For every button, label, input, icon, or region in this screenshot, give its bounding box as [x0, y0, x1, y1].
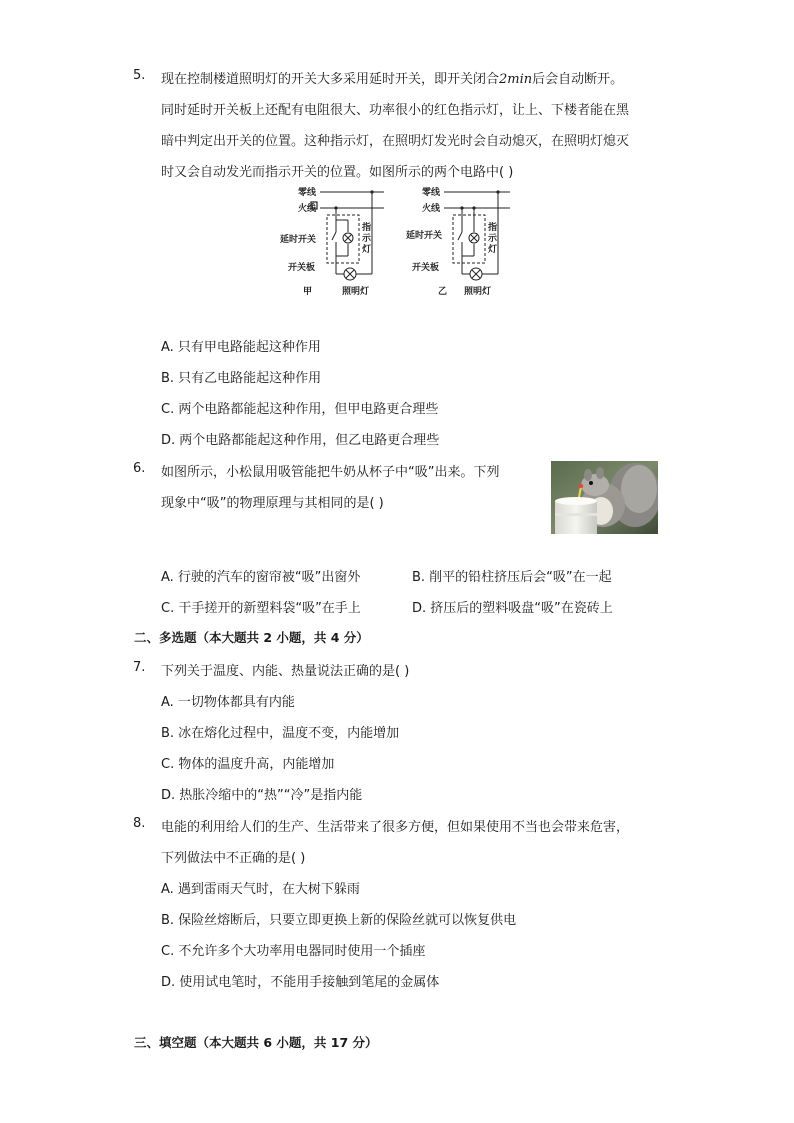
q5-option-b: B. 只有乙电路能起这种作用 — [161, 371, 322, 386]
question-8-line-2: 下列做法中不正确的是( ) — [161, 851, 306, 866]
jia-caption: 甲 — [303, 287, 313, 297]
q5-option-a: A. 只有甲电路能起这种作用 — [161, 340, 321, 355]
circuit-diagrams-figure — [278, 182, 518, 300]
yi-neutral-label: 零线 — [422, 188, 441, 198]
yi-timer-switch-label: 延时开关 — [406, 231, 443, 241]
question-5-line-2: 同时延时开关板上还配有电阻很大、功率很小的红色指示灯，让上、下楼者能在黑 — [161, 103, 630, 118]
question-6-line-2: 现象中“吸”的物理原理与其相同的是( ) — [161, 496, 384, 511]
jia-neutral-label: 零线 — [298, 188, 317, 198]
q6-option-a: A. 行驶的汽车的窗帘被“吸”出窗外 — [161, 570, 361, 585]
jia-indicator-label-2: 示 — [362, 234, 372, 244]
section-2-heading: 二、多选题（本大题共 2 小题，共 4 分） — [134, 630, 369, 645]
jia-indicator-label-1: 指 — [362, 223, 372, 233]
circuit-jia — [311, 192, 384, 280]
question-7-number: 7. — [133, 660, 146, 675]
q7-option-d: D. 热胀冷缩中的“热”“冷”是指内能 — [161, 788, 363, 803]
yi-live-label: 火线 — [422, 204, 441, 214]
yi-caption: 乙 — [438, 287, 448, 297]
circuit-yi — [444, 192, 510, 280]
yi-lamp-label: 照明灯 — [464, 287, 492, 297]
q6-option-d: D. 挤压后的塑料吸盘“吸”在瓷砖上 — [412, 601, 613, 616]
q5-line1-pre: 现在控制楼道照明灯的开关大多采用延时开关，即开关闭合 — [161, 72, 500, 87]
question-5-line-4: 时又会自动发光而指示开关的位置。如图所示的两个电路中( ) — [161, 165, 514, 180]
jia-indicator-label-3: 灯 — [362, 245, 372, 255]
jia-switch-board-label: 开关板 — [288, 263, 316, 273]
q5-line1-post: 后会自动断开。 — [532, 72, 624, 87]
squirrel-drinking-milk-image — [551, 461, 658, 534]
question-5-line-1 — [161, 68, 623, 87]
q8-option-d: D. 使用试电笔时，不能用手接触到笔尾的金属体 — [161, 975, 440, 990]
q7-option-b: B. 冰在熔化过程中，温度不变，内能增加 — [161, 726, 400, 741]
q8-option-a: A. 遇到雷雨天气时，在大树下躲雨 — [161, 882, 360, 897]
q6-option-c: C. 干手搓开的新塑料袋“吸”在手上 — [161, 601, 361, 616]
q8-option-c: C. 不允许多个大功率用电器同时使用一个插座 — [161, 944, 426, 959]
yi-indicator-label-1: 指 — [488, 223, 498, 233]
jia-timer-switch-label: 延时开关 — [280, 235, 317, 245]
question-5-number: 5. — [133, 68, 146, 83]
section-3-heading: 三、填空题（本大题共 6 小题，共 17 分） — [134, 1035, 378, 1050]
yi-indicator-label-3: 灯 — [488, 245, 498, 255]
question-8-number: 8. — [133, 816, 146, 831]
q7-option-a: A. 一切物体都具有内能 — [161, 695, 295, 710]
question-5-line-3: 暗中判定出开关的位置。这种指示灯，在照明灯发光时会自动熄灭，在照明灯熄灭 — [161, 134, 630, 149]
circuit-yi-dots — [460, 190, 499, 209]
q5-option-c: C. 两个电路都能起这种作用，但甲电路更合理些 — [161, 402, 439, 417]
q5-option-d: D. 两个电路都能起这种作用，但乙电路更合理些 — [161, 433, 440, 448]
q7-option-c: C. 物体的温度升高，内能增加 — [161, 757, 335, 772]
circuit-jia-dots — [334, 190, 373, 209]
question-8-line-1: 电能的利用给人们的生产、生活带来了很多方便，但如果使用不当也会带来危害， — [161, 820, 630, 835]
question-7-line-1: 下列关于温度、内能、热量说法正确的是( ) — [161, 664, 410, 679]
q5-line1-math: 2min — [499, 72, 533, 87]
yi-switch-board-label: 开关板 — [412, 263, 440, 273]
question-6-line-1: 如图所示，小松鼠用吸管能把牛奶从杯子中“吸”出来。下列 — [161, 465, 500, 480]
question-6-number: 6. — [133, 461, 146, 476]
q8-option-b: B. 保险丝熔断后，只要立即更换上新的保险丝就可以恢复供电 — [161, 913, 517, 928]
jia-lamp-label: 照明灯 — [342, 287, 370, 297]
yi-indicator-label-2: 示 — [488, 234, 498, 244]
jia-live-label: 火线 — [298, 204, 317, 214]
q6-option-b: B. 削平的铅柱挤压后会“吸”在一起 — [412, 570, 612, 585]
